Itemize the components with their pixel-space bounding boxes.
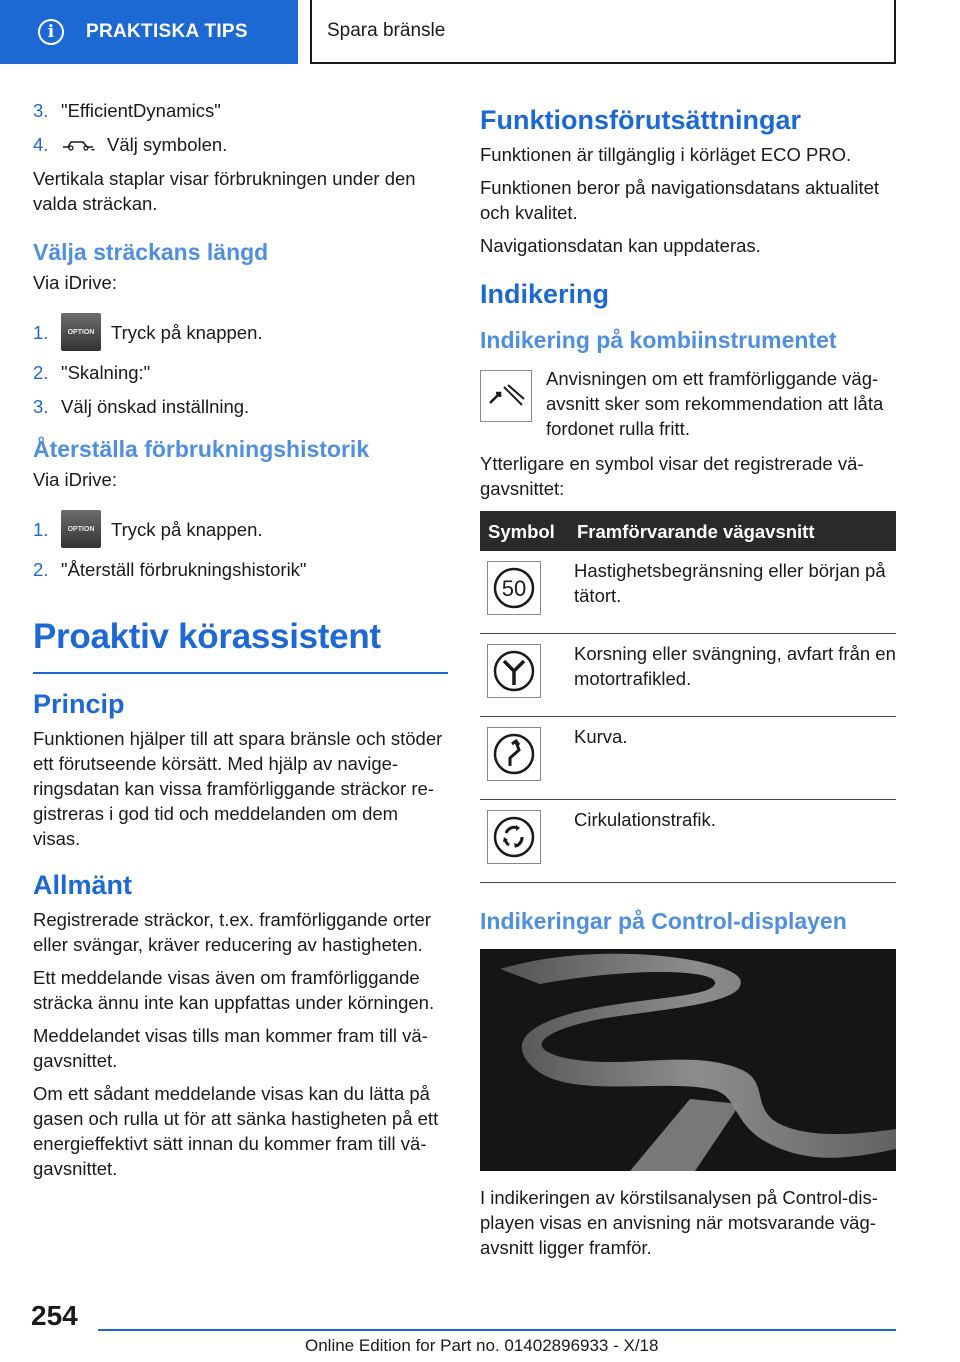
list-number: 2. — [33, 362, 49, 383]
list-item — [33, 557, 448, 582]
list-number: 2. — [33, 559, 49, 580]
via-idrive-text: Via iDrive: — [33, 272, 117, 293]
paragraph-general: Om ett sådant meddelande visas kan du lätta på gasen och rulla ut för att sänka hastigheten på ett energieffektivt sätt innan du kommer fram till vägavsnittet. — [33, 1083, 439, 1179]
heading-display: Indikering — [480, 279, 610, 309]
table-row — [480, 551, 896, 634]
table-header-row — [480, 511, 896, 551]
table-row — [480, 800, 896, 883]
list-number: 1. — [33, 321, 49, 343]
paragraph-principle: Funktionen hjälper till att spara bränsle och stöder ett förutseende körsätt. Med hjälp av navigeringsdatan kan vissa framförliggande sträckor registreras i god tid och meddelanden om dem visas. — [33, 728, 443, 849]
chapter-header — [310, 0, 896, 64]
heading-rule — [33, 672, 448, 674]
curve-icon — [487, 727, 541, 781]
heading-cluster: Indikering på kombiinstrumentet — [480, 327, 837, 353]
info-icon: i — [38, 19, 64, 45]
list-text: "EfficientDynamics" — [61, 100, 221, 121]
list-text: "Skalning:" — [61, 362, 151, 383]
table-cell: Korsning eller svängning, avfart från en motortrafikled. — [574, 634, 896, 717]
heading-control-display: Indikeringar på Control-displayen — [480, 908, 847, 934]
chapter-title: Spara bränsle — [327, 20, 446, 41]
speed-limit-50-icon — [487, 561, 541, 615]
section-tab — [0, 0, 298, 64]
junction-icon — [487, 644, 541, 698]
heading-select-length: Välja sträckans längd — [33, 239, 269, 265]
table-cell: Cirkulationstrafik. — [574, 800, 896, 883]
heading-general: Allmänt — [33, 870, 133, 900]
list-item — [33, 313, 448, 351]
heading-proactive-assistant: Proaktiv körassistent — [33, 617, 381, 656]
table-row — [480, 717, 896, 800]
section-tab-label: PRAKTISKA TIPS — [86, 21, 248, 42]
list-item — [33, 394, 448, 419]
list-text: Välj önskad inställning. — [61, 396, 250, 417]
option-button-icon: OPTION — [61, 313, 101, 351]
paragraph-general: Meddelandet visas tills man kommer fram till vägavsnittet. — [33, 1025, 428, 1071]
symbol-table — [480, 511, 896, 883]
list-item — [33, 510, 448, 548]
list-text: "Återställ förbrukningshistorik" — [61, 559, 307, 580]
list-number: 1. — [33, 518, 49, 540]
paragraph-control-display: I indikeringen av körstilsanalysen på Control-displayen visas en anvisning när motsvarande vägavsnitt ligger framför. — [480, 1187, 878, 1258]
list-text: Tryck på knappen. — [111, 518, 263, 540]
paragraph-prereq: Funktionen beror på navigationsdatans aktualitet och kvalitet. — [480, 177, 880, 223]
right-column — [480, 98, 896, 1268]
table-row — [480, 634, 896, 717]
list-item — [33, 98, 448, 123]
paragraph-bars: Vertikala staplar visar förbrukningen under den valda sträckan. — [33, 168, 416, 214]
footer-edition: Online Edition for Part no. 01402896933 - X/18 — [305, 1336, 659, 1355]
table-cell: Hastighetsbegränsning eller början på tätort. — [574, 551, 896, 634]
cluster-text: Anvisningen om ett framförliggande vägavsnitt sker som rekommendation att låta fordonet rulla fritt. — [546, 368, 884, 439]
list-text: Välj symbolen. — [107, 134, 228, 155]
paragraph-general: Ett meddelande visas även om framförliggande sträcka ännu inte kan uppfattas under körningen. — [33, 967, 435, 1013]
coasting-icon — [480, 370, 532, 422]
paragraph-prereq: Funktionen är tillgänglig i körläget ECO PRO. — [480, 144, 852, 165]
roundabout-icon — [487, 810, 541, 864]
paragraph-prereq: Navigationsdatan kan uppdateras. — [480, 235, 761, 256]
list-number: 3. — [33, 100, 49, 121]
heading-principle: Princip — [33, 689, 125, 719]
car-symbol-icon — [61, 138, 97, 152]
table-header-section: Framförvarande vägavsnitt — [574, 511, 896, 551]
heading-prerequisites: Funktionsförutsättningar — [480, 105, 801, 135]
option-button-icon: OPTION — [61, 510, 101, 548]
footer-rule — [98, 1329, 896, 1331]
paragraph-symbol-intro: Ytterligare en symbol visar det registrerade vägavsnittet: — [480, 453, 864, 499]
table-cell: Kurva. — [574, 717, 896, 800]
paragraph-general: Registrerade sträckor, t.ex. framförliggande orter eller svängar, kräver reducering av hastigheten. — [33, 909, 431, 955]
speed-limit-value: 50 — [501, 576, 527, 601]
heading-reset-history: Återställa förbrukningshistorik — [33, 436, 370, 462]
list-number: 4. — [33, 134, 49, 155]
list-item — [33, 360, 448, 385]
table-header-symbol: Symbol — [480, 511, 574, 551]
left-column — [33, 98, 448, 1189]
road-display-image — [480, 949, 896, 1171]
list-number: 3. — [33, 396, 49, 417]
coast-hint-box — [480, 366, 896, 441]
via-idrive-text: Via iDrive: — [33, 469, 117, 490]
page-number: 254 — [31, 1300, 78, 1331]
list-text: Tryck på knappen. — [111, 321, 263, 343]
list-item — [33, 132, 448, 157]
